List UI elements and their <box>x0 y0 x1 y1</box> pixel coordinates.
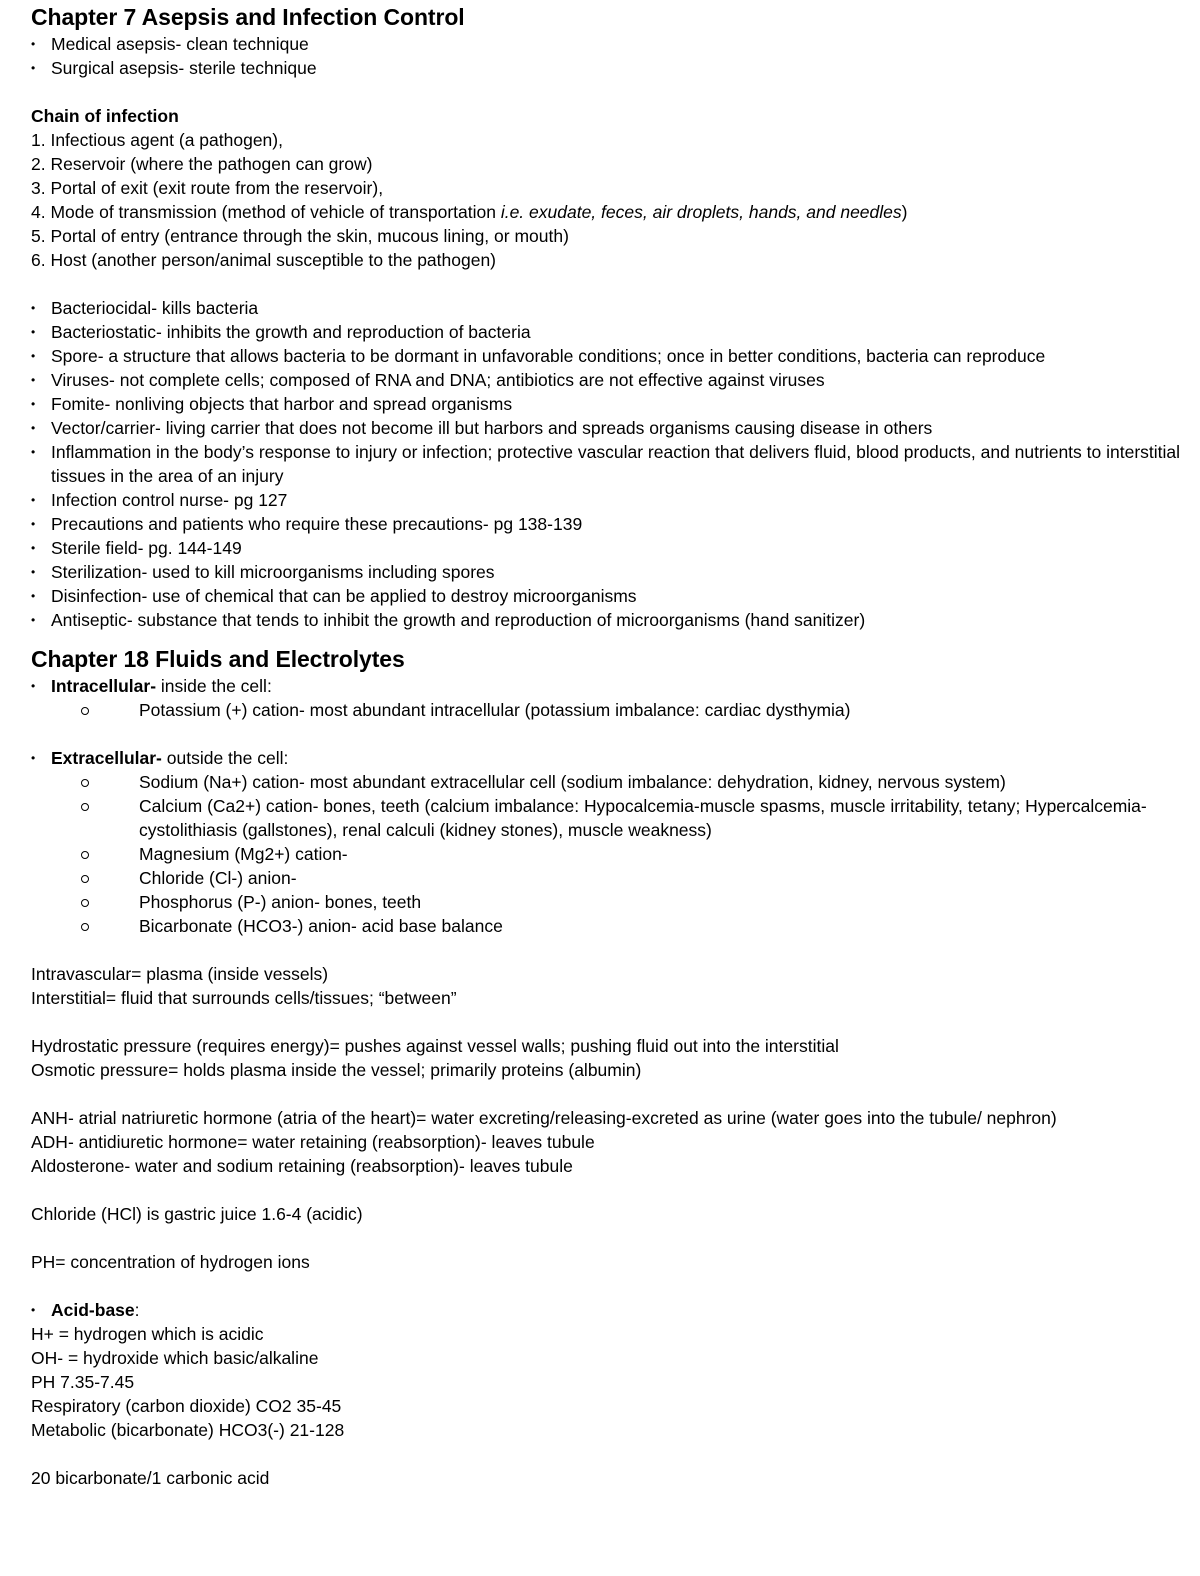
acid-base-list <box>31 1298 1181 1322</box>
list-item: • Medical asepsis- clean technique <box>31 32 1181 56</box>
list-item: 6. Host (another person/animal susceptible to the pathogen) <box>31 250 497 270</box>
extracellular-sublist <box>31 770 1181 938</box>
list-item: • Sterile field- pg. 144-149 <box>31 536 1181 560</box>
extracellular-label: Extracellular- <box>51 748 162 768</box>
sublist-item: Sodium (Na+) cation- most abundant extracellular cell (sodium imbalance: dehydration, kidney, nervous system) <box>31 770 1181 794</box>
list-item: • Disinfection- use of chemical that can be applied to destroy microorganisms <box>31 584 1181 608</box>
list-item: • Viruses- not complete cells; composed of RNA and DNA; antibiotics are not effective against viruses <box>31 368 1181 392</box>
list-item: • Bacteriocidal- kills bacteria <box>31 296 1181 320</box>
paragraph-line: H+ = hydrogen which is acidic <box>31 1324 264 1344</box>
acid-base-colon: : <box>134 1300 140 1320</box>
extracellular-text: outside the cell: <box>161 748 289 768</box>
intracellular-list <box>31 674 1181 698</box>
intracellular-label: Intracellular- <box>51 676 157 696</box>
chain-item-4-close: ) <box>901 202 908 222</box>
list-item: • Bacteriostatic- inhibits the growth and reproduction of bacteria <box>31 320 1181 344</box>
list-item: • Inflammation in the body’s response to injury or infection; protective vascular reaction that delivers fluid, blood products, and nutrients to interstitial tissues in the area of an injury <box>31 440 1181 488</box>
paragraph-line: Respiratory (carbon dioxide) CO2 35-45 <box>31 1396 342 1416</box>
extracellular-list <box>31 746 1181 770</box>
paragraph-line: Intravascular= plasma (inside vessels) <box>31 964 329 984</box>
chapter-18-title: Chapter 18 Fluids and Electrolytes <box>31 646 405 672</box>
sublist-item: Potassium (+) cation- most abundant intracellular (potassium imbalance: cardiac dysthymia) <box>31 698 1181 722</box>
list-item: 5. Portal of entry (entrance through the skin, mucous lining, or mouth) <box>31 226 569 246</box>
chapter-7-title: Chapter 7 Asepsis and Infection Control <box>31 4 465 30</box>
intracellular-sublist <box>31 698 1181 722</box>
paragraph-line: 20 bicarbonate/1 carbonic acid <box>31 1468 270 1488</box>
paragraph-line: Interstitial= fluid that surrounds cells/tissues; “between” <box>31 988 457 1008</box>
chain-of-infection-list <box>31 128 1181 272</box>
intracellular-text: inside the cell: <box>156 676 272 696</box>
list-item: • Vector/carrier- living carrier that does not become ill but harbors and spreads organisms causing disease in others <box>31 416 1181 440</box>
list-item: • Surgical asepsis- sterile technique <box>31 56 1181 80</box>
list-item: • Spore- a structure that allows bacteria to be dormant in unfavorable conditions; once in better conditions, bacteria can reproduce <box>31 344 1181 368</box>
sublist-item: Bicarbonate (HCO3-) anion- acid base balance <box>31 914 1181 938</box>
sublist-item: Calcium (Ca2+) cation- bones, teeth (calcium imbalance: Hypocalcemia-muscle spasms, muscle irritability, tetany; Hypercalcemia- cystolithiasis (gallstones), renal calculi (kidney stones), muscle weakness) <box>31 794 1181 842</box>
paragraph-line: Hydrostatic pressure (requires energy)= pushes against vessel walls; pushing fluid out into the interstitial <box>31 1036 839 1056</box>
sublist-item: Phosphorus (P-) anion- bones, teeth <box>31 890 1181 914</box>
asepsis-list <box>31 32 1181 80</box>
list-item <box>31 1298 1181 1322</box>
list-item <box>31 674 1181 698</box>
list-item: 3. Portal of exit (exit route from the reservoir), <box>31 178 384 198</box>
acid-base-label: Acid-base <box>51 1300 135 1320</box>
list-item: 1. Infectious agent (a pathogen), <box>31 130 283 150</box>
sublist-item: Chloride (Cl-) anion- <box>31 866 1181 890</box>
paragraph-line: Osmotic pressure= holds plasma inside the vessel; primarily proteins (albumin) <box>31 1060 642 1080</box>
paragraph-line: Metabolic (bicarbonate) HCO3(-) 21-128 <box>31 1420 345 1440</box>
paragraph-line: Aldosterone- water and sodium retaining (reabsorption)- leaves tubule <box>31 1156 573 1176</box>
sublist-item: Magnesium (Mg2+) cation- <box>31 842 1181 866</box>
infection-terms-list <box>31 296 1181 632</box>
paragraph-line: PH= concentration of hydrogen ions <box>31 1252 310 1272</box>
list-item: 2. Reservoir (where the pathogen can grow) <box>31 154 373 174</box>
paragraph-line: Chloride (HCl) is gastric juice 1.6-4 (acidic) <box>31 1204 363 1224</box>
chain-item-4-examples: i.e. exudate, feces, air droplets, hands, and needles <box>500 202 902 222</box>
list-item: • Sterilization- used to kill microorganisms including spores <box>31 560 1181 584</box>
list-item: • Fomite- nonliving objects that harbor and spread organisms <box>31 392 1181 416</box>
list-item <box>31 200 1181 224</box>
list-item <box>31 746 1181 770</box>
chain-item-4-text: 4. Mode of transmission (method of vehicle of transportation <box>31 202 501 222</box>
paragraph-line: ANH- atrial natriuretic hormone (atria of the heart)= water excreting/releasing-excreted as urine (water goes into the tubule/ nephron) <box>31 1108 1057 1128</box>
chain-of-infection-heading: Chain of infection <box>31 106 179 126</box>
paragraph-line: ADH- antidiuretic hormone= water retaining (reabsorption)- leaves tubule <box>31 1132 595 1152</box>
paragraph-line: PH 7.35-7.45 <box>31 1372 135 1392</box>
list-item: • Infection control nurse- pg 127 <box>31 488 1181 512</box>
list-item: • Antiseptic- substance that tends to inhibit the growth and reproduction of microorganisms (hand sanitizer) <box>31 608 1181 632</box>
list-item: • Precautions and patients who require these precautions- pg 138-139 <box>31 512 1181 536</box>
document-page <box>31 2 1181 1490</box>
paragraph-line: OH- = hydroxide which basic/alkaline <box>31 1348 319 1368</box>
